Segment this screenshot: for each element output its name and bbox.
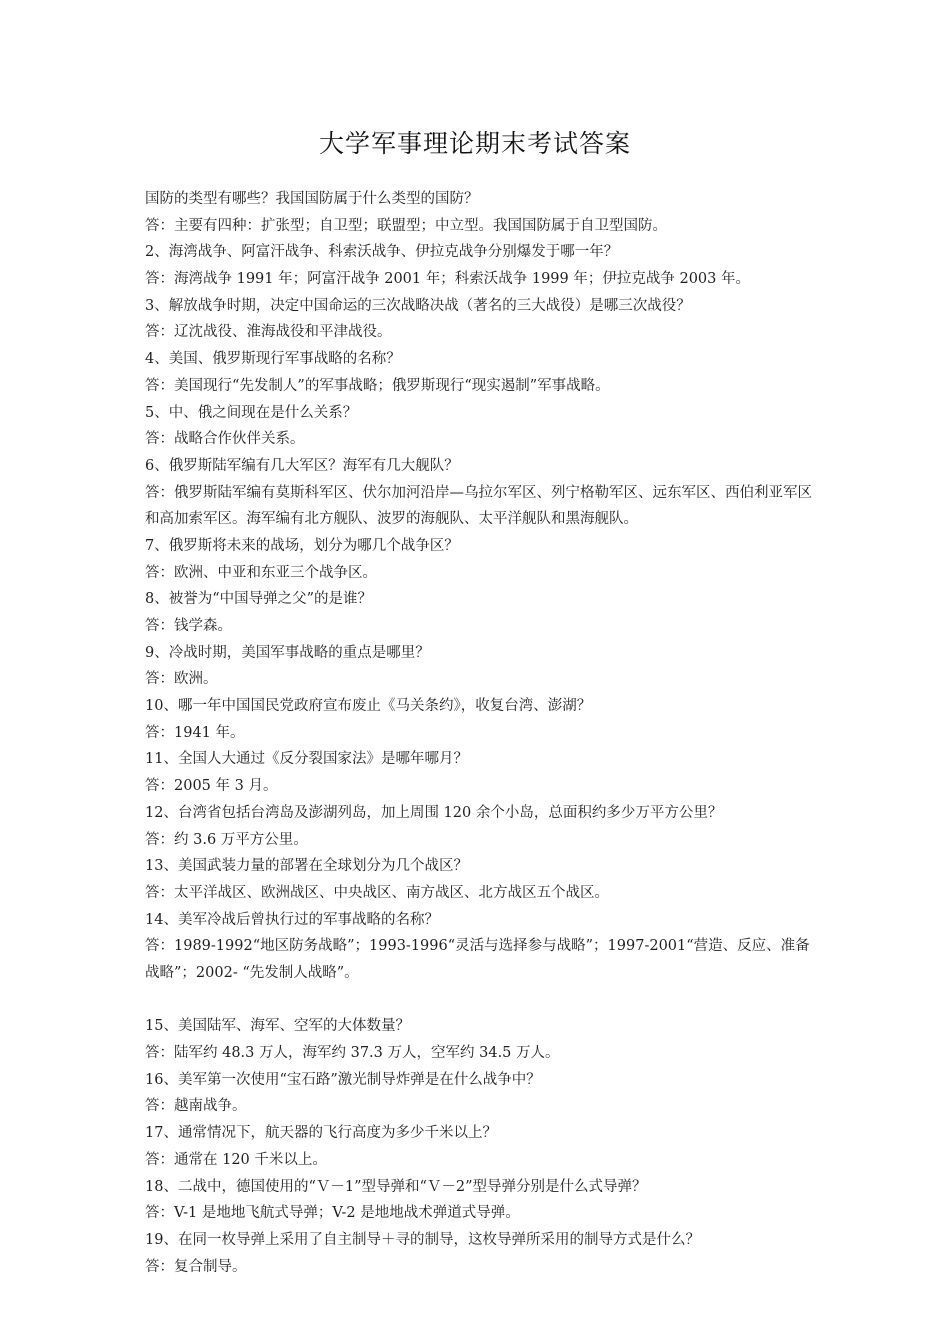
answer-3: 答：辽沈战役、淮海战役和平津战役。	[145, 324, 392, 341]
question-5: 5、中、俄之间现在是什么关系？	[145, 404, 358, 421]
answer-15: 答：陆军约 48.3 万人，海军约 37.3 万人，空军约 34.5 万人。	[145, 1045, 560, 1062]
answer-14: 答：1989-1992“地区防务战略”；1993-1996“灵活与选择参与战略”；1997-2001“营造、反应、准备战略”；2002- “先发制人战略”。	[145, 938, 810, 981]
answer-18: 答：V-1 是地地飞航式导弹；V-2 是地地战术弹道式导弹。	[145, 1205, 520, 1222]
answer-11: 答：2005 年 3 月。	[145, 778, 278, 795]
question-3: 3、解放战争时期，决定中国命运的三次战略决战（著名的三大战役）是哪三次战役？	[145, 297, 691, 314]
question-4: 4、美国、俄罗斯现行军事战略的名称？	[145, 351, 401, 368]
answer-13: 答：太平洋战区、欧洲战区、中央战区、南方战区、北方战区五个战区。	[145, 884, 609, 901]
answer-4: 答：美国现行“先发制人”的军事战略；俄罗斯现行“现实遏制”军事战略。	[145, 377, 610, 394]
question-14: 14、美军冷战后曾执行过的军事战略的名称？	[145, 911, 439, 928]
answer-12: 答：约 3.6 万平方公里。	[145, 831, 308, 848]
question-7: 7、俄罗斯将未来的战场，划分为哪几个战争区？	[145, 537, 459, 554]
answer-10: 答：1941 年。	[145, 724, 245, 741]
paragraph-gap	[145, 987, 820, 1014]
question-9: 9、冷战时期，美国军事战略的重点是哪里？	[145, 644, 430, 661]
question-10: 10、哪一年中国国民党政府宣布废止《马关条约》，收复台湾、澎湖？	[145, 698, 592, 715]
page-title: 大学军事理论期末考试答案	[318, 129, 631, 158]
question-18: 18、二战中，德国使用的“Ｖ－1”型导弹和“Ｖ－2”型导弹分别是什么式导弹？	[145, 1178, 647, 1195]
answer-19: 答：复合制导。	[145, 1258, 247, 1275]
question-13: 13、美国武装力量的部署在全球划分为几个战区？	[145, 858, 468, 875]
question-6: 6、俄罗斯陆军编有几大军区？海军有几大舰队？	[145, 457, 459, 474]
answer-9: 答：欧洲。	[145, 671, 218, 688]
answer-7: 答：欧洲、中亚和东亚三个战争区。	[145, 564, 377, 581]
answer-5: 答：战略合作伙伴关系。	[145, 431, 305, 448]
answer-8: 答：钱学森。	[145, 618, 232, 635]
question-19: 19、在同一枚导弹上采用了自主制导＋寻的制导，这枚导弹所采用的制导方式是什么？	[145, 1231, 700, 1248]
question-16: 16、美军第一次使用“宝石路”激光制导炸弹是在什么战争中？	[145, 1071, 541, 1088]
qa-list	[145, 186, 820, 1280]
question-15: 15、美国陆军、海军、空军的大体数量？	[145, 1018, 410, 1035]
answer-6: 答：俄罗斯陆军编有莫斯科军区、伏尔加河沿岸—乌拉尔军区、列宁格勒军区、远东军区、西伯利亚军区和高加索军区。海军编有北方舰队、波罗的海舰队、太平洋舰队和黑海舰队。	[145, 484, 812, 528]
answer-16: 答：越南战争。	[145, 1098, 247, 1115]
answer-2: 答：海湾战争 1991 年；阿富汗战争 2001 年；科索沃战争 1999 年；伊拉克战争 2003 年。	[145, 271, 750, 288]
question-17: 17、通常情况下，航天器的飞行高度为多少千米以上？	[145, 1125, 497, 1142]
answer-17: 答：通常在 120 千米以上。	[145, 1151, 327, 1168]
question-1: 国防的类型有哪些？我国国防属于什么类型的国防？	[145, 191, 479, 207]
question-2: 2、海湾战争、阿富汗战争、科索沃战争、伊拉克战争分别爆发于哪一年？	[145, 244, 619, 261]
answer-1: 答：主要有四种：扩张型；自卫型；联盟型；中立型。我国国防属于自卫型国防。	[145, 217, 667, 234]
question-12: 12、台湾省包括台湾岛及澎湖列岛，加上周围 120 余个小岛，总面积约多少万平方公里？	[145, 804, 723, 821]
question-8: 8、被誉为“中国导弹之父”的是谁？	[145, 591, 373, 608]
question-11: 11、全国人大通过《反分裂国家法》是哪年哪月？	[145, 751, 468, 768]
